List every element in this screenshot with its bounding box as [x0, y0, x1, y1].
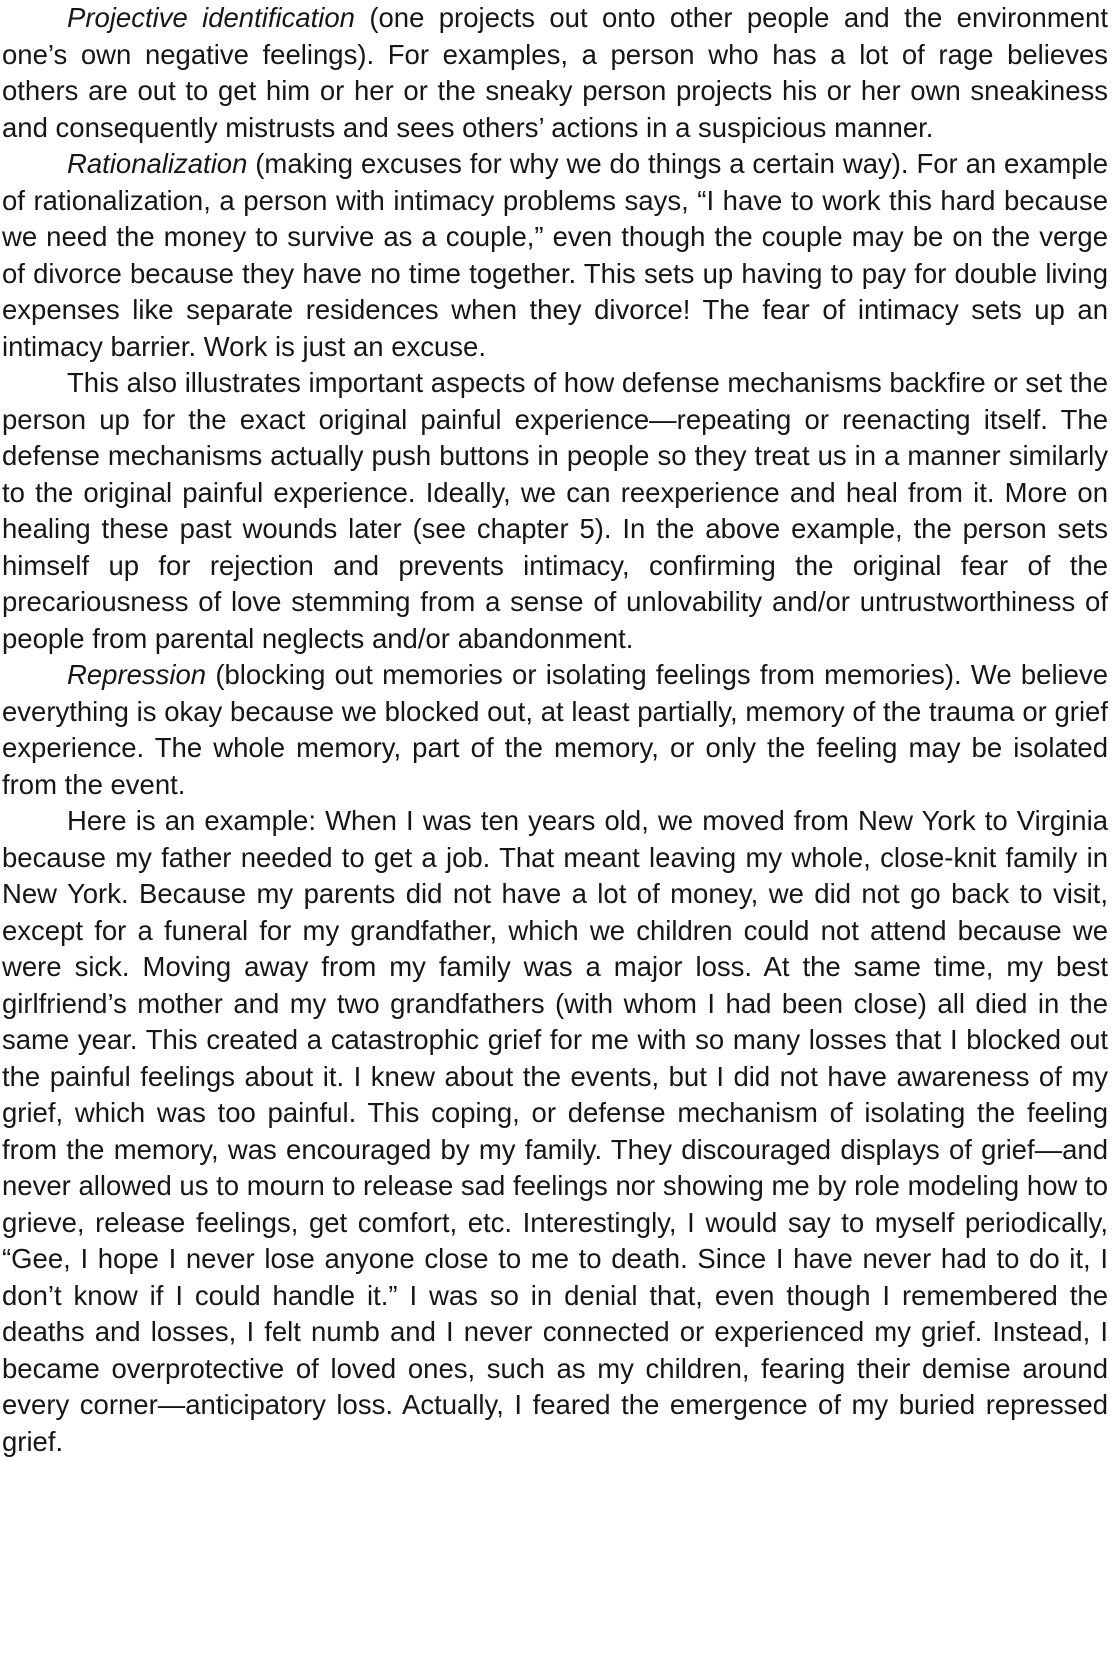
term-rationalization: Rationalization — [67, 148, 248, 179]
paragraph-projective-identification — [2, 0, 1108, 146]
term-projective-identification: Projective identification — [67, 2, 355, 33]
paragraph-text: (making excuses for why we do things a certain way). For an example of rationalization, a person with intimacy problems says, “I have to work this hard because we need the money to survive as a couple,” even though the couple may be on the verge of divorce because they have no time together. This sets up having to pay for double living expenses like separate residences when they divorce! The fear of intimacy sets up an intimacy barrier. Work is just an excuse. — [2, 148, 1108, 362]
paragraph-text: This also illustrates important aspects of how defense mechanisms backfire or set the person up for the exact original painful experience—repeating or reenacting itself. The defense mechanisms actually push buttons in people so they treat us in a manner similarly to the original painful experience. Ideally, we can reexperience and heal from it. More on healing these past wounds later (see chapter 5). In the above example, the person sets himself up for rejection and prevents intimacy, confirming the original fear of the precariousness of love stemming from a sense of unlovability and/or untrustworthiness of people from parental neglects and/or abandonment. — [2, 367, 1108, 654]
paragraph-text: (blocking out memories or isolating feelings from memories). We believe everything is okay because we blocked out, at least partially, memory of the trauma or grief experience. The whole memory, part of the memory, or only the feeling may be isolated from the event. — [2, 659, 1108, 800]
paragraph-text: (one projects out onto other people and the environment one’s own negative feelings). For examples, a person who has a lot of rage believes others are out to get him or her or the sneaky person projects his or her own sneakiness and consequently mistrusts and sees others’ actions in a suspicious manner. — [2, 2, 1108, 143]
paragraph-backfire — [2, 365, 1108, 657]
paragraph-rationalization — [2, 146, 1108, 365]
paragraph-text: Here is an example: When I was ten years old, we moved from New York to Virginia because my father needed to get a job. That meant leaving my whole, close-knit family in New York. Because my parents did not have a lot of money, we did not go back to visit, except for a funeral for my grandfather, which we children could not attend because we were sick. Moving away from my family was a major loss. At the same time, my best girlfriend’s mother and my two grandfathers (with whom I had been close) all died in the same year. This created a catastrophic grief for me with so many losses that I blocked out the painful feelings about it. I knew about the events, but I did not have awareness of my grief, which was too painful. This coping, or defense mechanism of isolating the feeling from the memory, was encouraged by my family. They discouraged displays of grief—and never allowed us to mourn to release sad feelings nor showing me by role modeling how to grieve, release feelings, get comfort, etc. Interestingly, I would say to myself periodically, “Gee, I hope I never lose anyone close to me to death. Since I have never had to do it, I don’t know if I could handle it.” I was so in denial that, even though I remembered the deaths and losses, I felt numb and I never connected or experienced my grief. Instead, I became overprotective of loved ones, such as my children, fearing their demise around every corner—anticipatory loss. Actually, I feared the emergence of my buried repressed grief. — [2, 805, 1108, 1457]
term-repression: Repression — [67, 659, 207, 690]
paragraph-repression — [2, 657, 1108, 803]
paragraph-example — [2, 803, 1108, 1460]
